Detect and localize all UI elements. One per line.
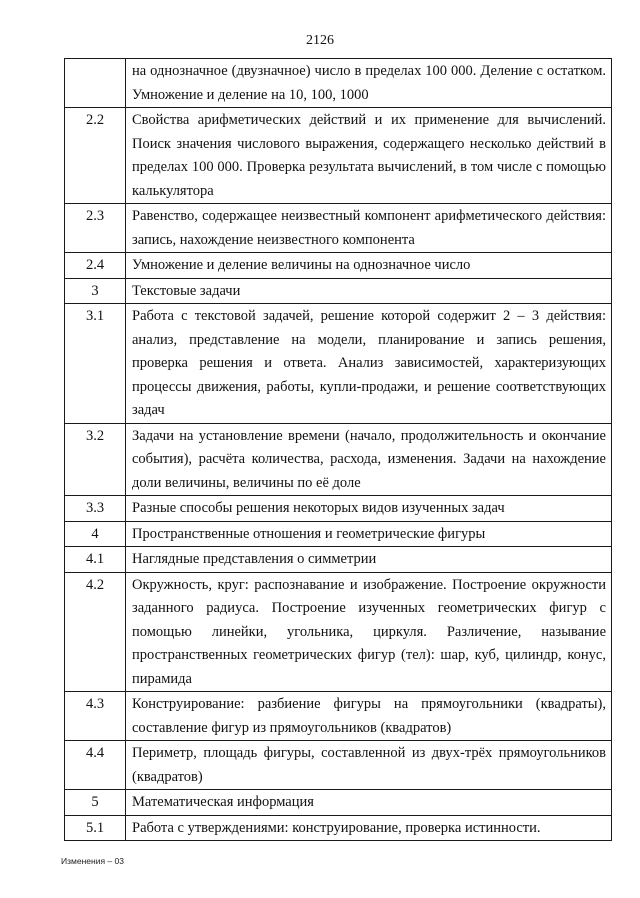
table-row xyxy=(65,815,612,841)
row-number: 2.4 xyxy=(65,253,126,279)
row-text: на однозначное (двузначное) число в пределах 100 000. Деление с остатком. Умножение и деление на 10, 100, 1000 xyxy=(126,59,612,108)
row-number: 3.3 xyxy=(65,496,126,522)
row-text: Конструирование: разбиение фигуры на прямоугольники (квадраты), составление фигур из прямоугольников (квадратов) xyxy=(126,692,612,741)
curriculum-table xyxy=(64,58,612,841)
row-text: Наглядные представления о симметрии xyxy=(126,547,612,573)
row-text: Умножение и деление величины на однозначное число xyxy=(126,253,612,279)
row-number: 4.2 xyxy=(65,572,126,692)
row-number: 2.2 xyxy=(65,108,126,204)
row-text: Математическая информация xyxy=(126,790,612,816)
row-number xyxy=(65,59,126,108)
table-row xyxy=(65,108,612,204)
table-row xyxy=(65,253,612,279)
row-number: 4.4 xyxy=(65,741,126,790)
row-number: 4.1 xyxy=(65,547,126,573)
page-number: 2126 xyxy=(306,33,334,48)
row-number: 3 xyxy=(65,278,126,304)
table-row xyxy=(65,59,612,108)
row-number: 4 xyxy=(65,521,126,547)
row-text: Пространственные отношения и геометрические фигуры xyxy=(126,521,612,547)
row-text: Задачи на установление времени (начало, продолжительность и окончание события), расчёта количества, расхода, изменения. Задачи на нахождение доли величины, величины по её доле xyxy=(126,423,612,496)
row-number: 3.2 xyxy=(65,423,126,496)
row-text: Окружность, круг: распознавание и изображение. Построение окружности заданного радиуса. Построение изученных геометрических фигур с помощью линейки, угольника, циркуля. Различение, называние пространственных геометрических фигур (тел): шар, куб, цилиндр, конус, пирамида xyxy=(126,572,612,692)
row-text: Работа с текстовой задачей, решение которой содержит 2 – 3 действия: анализ, представление на модели, планирование и запись решения, проверка решения и ответа. Анализ зависимостей, характеризующих процессы движения, работы, купли-продажи, и решение соответствующих задач xyxy=(126,304,612,424)
row-number: 5.1 xyxy=(65,815,126,841)
row-text: Периметр, площадь фигуры, составленной из двух-трёх прямоугольников (квадратов) xyxy=(126,741,612,790)
footer-note: Изменения – 03 xyxy=(61,856,124,866)
table-row xyxy=(65,278,612,304)
row-number: 5 xyxy=(65,790,126,816)
table-row xyxy=(65,692,612,741)
table-row xyxy=(65,547,612,573)
row-number: 4.3 xyxy=(65,692,126,741)
row-number: 2.3 xyxy=(65,204,126,253)
row-number: 3.1 xyxy=(65,304,126,424)
row-text: Свойства арифметических действий и их применение для вычислений. Поиск значения числового выражения, содержащего несколько действий в пределах 100 000. Проверка результата вычислений, в том числе с помощью калькулятора xyxy=(126,108,612,204)
table-row xyxy=(65,496,612,522)
row-text: Текстовые задачи xyxy=(126,278,612,304)
table-row xyxy=(65,204,612,253)
table-row xyxy=(65,304,612,424)
table-row xyxy=(65,741,612,790)
row-text: Работа с утверждениями: конструирование, проверка истинности. xyxy=(126,815,612,841)
table-row xyxy=(65,572,612,692)
table-row xyxy=(65,790,612,816)
table-row xyxy=(65,423,612,496)
row-text: Разные способы решения некоторых видов изученных задач xyxy=(126,496,612,522)
row-text: Равенство, содержащее неизвестный компонент арифметического действия: запись, нахождение неизвестного компонента xyxy=(126,204,612,253)
table-row xyxy=(65,521,612,547)
